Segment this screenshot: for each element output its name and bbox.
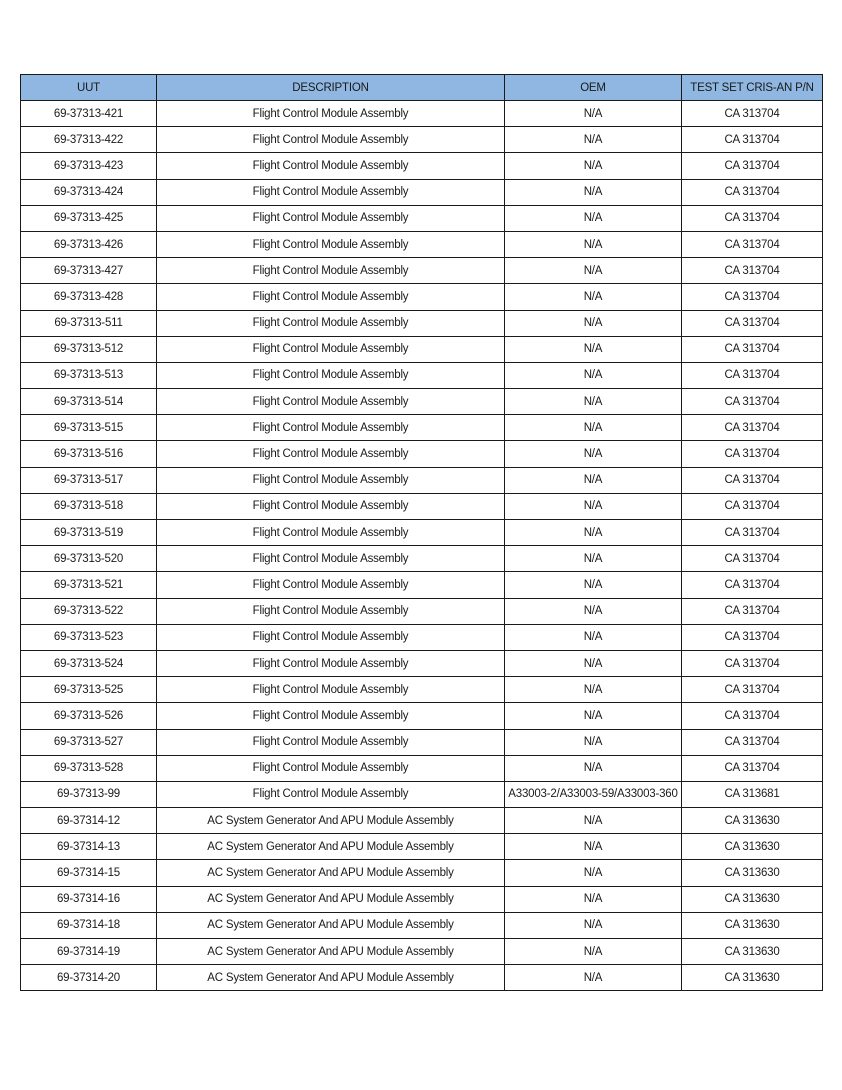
table-row bbox=[21, 153, 823, 179]
description-cell: AC System Generator And APU Module Assembly bbox=[157, 808, 505, 834]
description-cell: Flight Control Module Assembly bbox=[157, 362, 505, 388]
description-cell: Flight Control Module Assembly bbox=[157, 598, 505, 624]
header-row bbox=[21, 75, 823, 101]
test-set-cell: CA 313704 bbox=[682, 441, 823, 467]
description-cell: AC System Generator And APU Module Assembly bbox=[157, 912, 505, 938]
table-row bbox=[21, 677, 823, 703]
oem-cell: N/A bbox=[505, 598, 682, 624]
description-cell: Flight Control Module Assembly bbox=[157, 624, 505, 650]
description-cell: Flight Control Module Assembly bbox=[157, 153, 505, 179]
test-set-cell: CA 313704 bbox=[682, 755, 823, 781]
oem-cell: N/A bbox=[505, 834, 682, 860]
table-row bbox=[21, 755, 823, 781]
oem-cell: N/A bbox=[505, 205, 682, 231]
description-cell: Flight Control Module Assembly bbox=[157, 441, 505, 467]
oem-cell: N/A bbox=[505, 572, 682, 598]
table-row bbox=[21, 336, 823, 362]
test-set-cell: CA 313704 bbox=[682, 415, 823, 441]
table-row bbox=[21, 231, 823, 257]
uut-cell: 69-37313-511 bbox=[21, 310, 157, 336]
test-set-cell: CA 313704 bbox=[682, 362, 823, 388]
uut-cell: 69-37313-427 bbox=[21, 258, 157, 284]
test-set-cell: CA 313630 bbox=[682, 834, 823, 860]
oem-cell: N/A bbox=[505, 310, 682, 336]
test-set-cell: CA 313704 bbox=[682, 677, 823, 703]
table-row bbox=[21, 101, 823, 127]
table-row bbox=[21, 258, 823, 284]
test-set-cell: CA 313704 bbox=[682, 520, 823, 546]
description-cell: Flight Control Module Assembly bbox=[157, 258, 505, 284]
oem-cell: N/A bbox=[505, 362, 682, 388]
uut-cell: 69-37314-16 bbox=[21, 886, 157, 912]
table-row bbox=[21, 808, 823, 834]
table-row bbox=[21, 179, 823, 205]
uut-cell: 69-37313-524 bbox=[21, 650, 157, 676]
uut-cell: 69-37313-526 bbox=[21, 703, 157, 729]
test-set-cell: CA 313630 bbox=[682, 912, 823, 938]
oem-cell: N/A bbox=[505, 939, 682, 965]
test-set-cell: CA 313704 bbox=[682, 546, 823, 572]
table-row bbox=[21, 834, 823, 860]
description-cell: Flight Control Module Assembly bbox=[157, 650, 505, 676]
uut-cell: 69-37313-522 bbox=[21, 598, 157, 624]
test-set-cell: CA 313630 bbox=[682, 886, 823, 912]
uut-cell: 69-37314-18 bbox=[21, 912, 157, 938]
oem-cell: N/A bbox=[505, 965, 682, 991]
description-cell: Flight Control Module Assembly bbox=[157, 231, 505, 257]
uut-cell: 69-37314-12 bbox=[21, 808, 157, 834]
uut-cell: 69-37313-99 bbox=[21, 781, 157, 807]
table-header bbox=[21, 75, 823, 101]
uut-cell: 69-37313-423 bbox=[21, 153, 157, 179]
description-cell: Flight Control Module Assembly bbox=[157, 755, 505, 781]
uut-cell: 69-37313-422 bbox=[21, 127, 157, 153]
table-row bbox=[21, 389, 823, 415]
table-row bbox=[21, 467, 823, 493]
table-row bbox=[21, 493, 823, 519]
uut-cell: 69-37313-517 bbox=[21, 467, 157, 493]
test-set-cell: CA 313704 bbox=[682, 598, 823, 624]
uut-cell: 69-37313-515 bbox=[21, 415, 157, 441]
description-cell: AC System Generator And APU Module Assembly bbox=[157, 965, 505, 991]
uut-cell: 69-37313-521 bbox=[21, 572, 157, 598]
column-header-test-set: TEST SET CRIS-AN P/N bbox=[682, 75, 823, 101]
table-row bbox=[21, 362, 823, 388]
description-cell: Flight Control Module Assembly bbox=[157, 205, 505, 231]
table-body bbox=[21, 101, 823, 991]
table-row bbox=[21, 912, 823, 938]
oem-cell: N/A bbox=[505, 101, 682, 127]
oem-cell: N/A bbox=[505, 258, 682, 284]
uut-cell: 69-37314-20 bbox=[21, 965, 157, 991]
parts-table bbox=[20, 74, 823, 991]
uut-cell: 69-37313-527 bbox=[21, 729, 157, 755]
uut-cell: 69-37313-428 bbox=[21, 284, 157, 310]
oem-cell: N/A bbox=[505, 860, 682, 886]
oem-cell: N/A bbox=[505, 808, 682, 834]
table-row bbox=[21, 415, 823, 441]
description-cell: Flight Control Module Assembly bbox=[157, 677, 505, 703]
test-set-cell: CA 313704 bbox=[682, 127, 823, 153]
parts-table-sheet bbox=[20, 74, 822, 991]
oem-cell: N/A bbox=[505, 703, 682, 729]
table-row bbox=[21, 205, 823, 231]
column-header-description: DESCRIPTION bbox=[157, 75, 505, 101]
test-set-cell: CA 313704 bbox=[682, 153, 823, 179]
test-set-cell: CA 313681 bbox=[682, 781, 823, 807]
description-cell: Flight Control Module Assembly bbox=[157, 310, 505, 336]
uut-cell: 69-37313-421 bbox=[21, 101, 157, 127]
test-set-cell: CA 313630 bbox=[682, 860, 823, 886]
table-row bbox=[21, 310, 823, 336]
table-row bbox=[21, 546, 823, 572]
test-set-cell: CA 313704 bbox=[682, 101, 823, 127]
oem-cell: N/A bbox=[505, 441, 682, 467]
test-set-cell: CA 313704 bbox=[682, 467, 823, 493]
oem-cell: N/A bbox=[505, 153, 682, 179]
oem-cell: N/A bbox=[505, 729, 682, 755]
description-cell: Flight Control Module Assembly bbox=[157, 101, 505, 127]
description-cell: Flight Control Module Assembly bbox=[157, 703, 505, 729]
test-set-cell: CA 313704 bbox=[682, 310, 823, 336]
description-cell: Flight Control Module Assembly bbox=[157, 520, 505, 546]
table-row bbox=[21, 860, 823, 886]
description-cell: Flight Control Module Assembly bbox=[157, 179, 505, 205]
test-set-cell: CA 313704 bbox=[682, 389, 823, 415]
table-row bbox=[21, 886, 823, 912]
uut-cell: 69-37314-15 bbox=[21, 860, 157, 886]
description-cell: Flight Control Module Assembly bbox=[157, 389, 505, 415]
table-row bbox=[21, 284, 823, 310]
test-set-cell: CA 313704 bbox=[682, 493, 823, 519]
uut-cell: 69-37313-512 bbox=[21, 336, 157, 362]
oem-cell: N/A bbox=[505, 624, 682, 650]
description-cell: AC System Generator And APU Module Assembly bbox=[157, 834, 505, 860]
uut-cell: 69-37313-514 bbox=[21, 389, 157, 415]
test-set-cell: CA 313630 bbox=[682, 808, 823, 834]
description-cell: Flight Control Module Assembly bbox=[157, 336, 505, 362]
oem-cell: N/A bbox=[505, 284, 682, 310]
description-cell: Flight Control Module Assembly bbox=[157, 781, 505, 807]
column-header-uut: UUT bbox=[21, 75, 157, 101]
test-set-cell: CA 313704 bbox=[682, 179, 823, 205]
uut-cell: 69-37313-516 bbox=[21, 441, 157, 467]
description-cell: Flight Control Module Assembly bbox=[157, 284, 505, 310]
test-set-cell: CA 313704 bbox=[682, 231, 823, 257]
oem-cell: N/A bbox=[505, 467, 682, 493]
oem-cell: N/A bbox=[505, 336, 682, 362]
table-row bbox=[21, 965, 823, 991]
description-cell: Flight Control Module Assembly bbox=[157, 572, 505, 598]
uut-cell: 69-37313-518 bbox=[21, 493, 157, 519]
description-cell: Flight Control Module Assembly bbox=[157, 467, 505, 493]
oem-cell: N/A bbox=[505, 493, 682, 519]
uut-cell: 69-37313-519 bbox=[21, 520, 157, 546]
test-set-cell: CA 313704 bbox=[682, 650, 823, 676]
table-row bbox=[21, 127, 823, 153]
test-set-cell: CA 313704 bbox=[682, 729, 823, 755]
table-row bbox=[21, 729, 823, 755]
table-row bbox=[21, 781, 823, 807]
uut-cell: 69-37313-425 bbox=[21, 205, 157, 231]
oem-cell: N/A bbox=[505, 650, 682, 676]
oem-cell: N/A bbox=[505, 127, 682, 153]
test-set-cell: CA 313630 bbox=[682, 939, 823, 965]
oem-cell: N/A bbox=[505, 179, 682, 205]
uut-cell: 69-37314-13 bbox=[21, 834, 157, 860]
uut-cell: 69-37313-426 bbox=[21, 231, 157, 257]
table-row bbox=[21, 572, 823, 598]
description-cell: AC System Generator And APU Module Assembly bbox=[157, 886, 505, 912]
description-cell: AC System Generator And APU Module Assembly bbox=[157, 860, 505, 886]
description-cell: Flight Control Module Assembly bbox=[157, 546, 505, 572]
test-set-cell: CA 313704 bbox=[682, 284, 823, 310]
description-cell: Flight Control Module Assembly bbox=[157, 729, 505, 755]
description-cell: Flight Control Module Assembly bbox=[157, 493, 505, 519]
table-row bbox=[21, 441, 823, 467]
oem-cell: N/A bbox=[505, 912, 682, 938]
uut-cell: 69-37314-19 bbox=[21, 939, 157, 965]
table-row bbox=[21, 624, 823, 650]
uut-cell: 69-37313-523 bbox=[21, 624, 157, 650]
oem-cell: N/A bbox=[505, 389, 682, 415]
table-row bbox=[21, 703, 823, 729]
uut-cell: 69-37313-513 bbox=[21, 362, 157, 388]
test-set-cell: CA 313630 bbox=[682, 965, 823, 991]
description-cell: Flight Control Module Assembly bbox=[157, 127, 505, 153]
description-cell: AC System Generator And APU Module Assembly bbox=[157, 939, 505, 965]
test-set-cell: CA 313704 bbox=[682, 703, 823, 729]
oem-cell: A33003-2/A33003-59/A33003-360 bbox=[505, 781, 682, 807]
table-row bbox=[21, 520, 823, 546]
test-set-cell: CA 313704 bbox=[682, 336, 823, 362]
uut-cell: 69-37313-424 bbox=[21, 179, 157, 205]
oem-cell: N/A bbox=[505, 546, 682, 572]
uut-cell: 69-37313-520 bbox=[21, 546, 157, 572]
oem-cell: N/A bbox=[505, 886, 682, 912]
test-set-cell: CA 313704 bbox=[682, 258, 823, 284]
test-set-cell: CA 313704 bbox=[682, 624, 823, 650]
table-row bbox=[21, 650, 823, 676]
uut-cell: 69-37313-525 bbox=[21, 677, 157, 703]
oem-cell: N/A bbox=[505, 677, 682, 703]
test-set-cell: CA 313704 bbox=[682, 572, 823, 598]
oem-cell: N/A bbox=[505, 231, 682, 257]
description-cell: Flight Control Module Assembly bbox=[157, 415, 505, 441]
oem-cell: N/A bbox=[505, 520, 682, 546]
oem-cell: N/A bbox=[505, 755, 682, 781]
column-header-oem: OEM bbox=[505, 75, 682, 101]
table-row bbox=[21, 939, 823, 965]
oem-cell: N/A bbox=[505, 415, 682, 441]
test-set-cell: CA 313704 bbox=[682, 205, 823, 231]
table-row bbox=[21, 598, 823, 624]
uut-cell: 69-37313-528 bbox=[21, 755, 157, 781]
